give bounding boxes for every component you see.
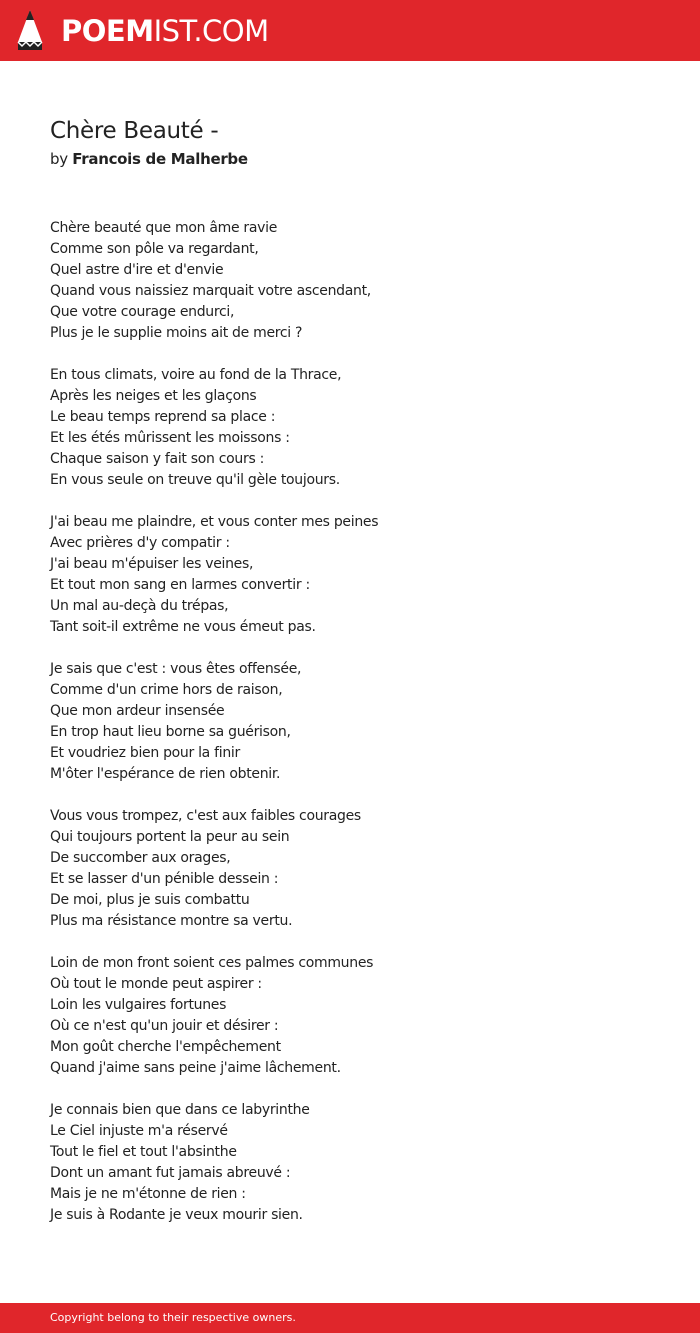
stanza — [50, 659, 650, 785]
poem-line: Plus ma résistance montre sa vertu. — [50, 913, 293, 929]
logo-bold-text: POEM — [61, 14, 154, 48]
poem-line: Et tout mon sang en larmes convertir : — [50, 577, 310, 593]
poem-line: Tout le fiel et tout l'absinthe — [50, 1144, 237, 1160]
poem-line: Je sais que c'est : vous êtes offensée, — [50, 661, 302, 677]
poem-line: En tous climats, voire au fond de la Thrace, — [50, 367, 342, 383]
poem-line: Quand vous naissiez marquait votre ascendant, — [50, 283, 371, 299]
site-footer — [0, 1303, 700, 1333]
by-label: by — [50, 150, 68, 168]
poem-line: M'ôter l'espérance de rien obtenir. — [50, 766, 281, 782]
poem-line: Qui toujours portent la peur au sein — [50, 829, 290, 845]
stanza — [50, 218, 650, 344]
poem-line: Et voudriez bien pour la finir — [50, 745, 240, 761]
stanza — [50, 512, 650, 638]
poem-line: Vous vous trompez, c'est aux faibles courages — [50, 808, 361, 824]
site-logo[interactable] — [61, 13, 269, 49]
poem-line: Le beau temps reprend sa place : — [50, 409, 276, 425]
poem-line: Quand j'aime sans peine j'aime lâchement. — [50, 1060, 341, 1076]
poem-line: J'ai beau m'épuiser les veines, — [50, 556, 254, 572]
poem-line: En vous seule on treuve qu'il gèle toujours. — [50, 472, 340, 488]
poem-line: Que votre courage endurci, — [50, 304, 235, 320]
poem-line: Où tout le monde peut aspirer : — [50, 976, 262, 992]
logo-light-text: IST.COM — [153, 14, 269, 48]
stanza — [50, 365, 650, 491]
site-header — [0, 0, 700, 61]
pencil-tip-icon[interactable] — [17, 9, 43, 51]
poem-line: Plus je le supplie moins ait de merci ? — [50, 325, 303, 341]
poem-line: Un mal au-deçà du trépas, — [50, 598, 229, 614]
poem-line: Mais je ne m'étonne de rien : — [50, 1186, 246, 1202]
poem-line: Dont un amant fut jamais abreuvé : — [50, 1165, 291, 1181]
poem-line: Et les étés mûrissent les moissons : — [50, 430, 290, 446]
poem-line: J'ai beau me plaindre, et vous conter mes peines — [50, 514, 379, 530]
poem-line: Avec prières d'y compatir : — [50, 535, 230, 551]
poem-line: Chaque saison y fait son cours : — [50, 451, 265, 467]
poem-title: Chère Beauté - — [50, 118, 219, 144]
poem-line: Je connais bien que dans ce labyrinthe — [50, 1102, 310, 1118]
poem-line: Je suis à Rodante je veux mourir sien. — [50, 1207, 303, 1223]
poem-line: De moi, plus je suis combattu — [50, 892, 250, 908]
poem-line: Où ce n'est qu'un jouir et désirer : — [50, 1018, 279, 1034]
poem-body — [50, 218, 650, 1247]
poem-line: De succomber aux orages, — [50, 850, 231, 866]
poem-line: Quel astre d'ire et d'envie — [50, 262, 224, 278]
poem-line: En trop haut lieu borne sa guérison, — [50, 724, 291, 740]
poem-line: Tant soit-il extrême ne vous émeut pas. — [50, 619, 316, 635]
poem-line: Après les neiges et les glaçons — [50, 388, 257, 404]
byline — [50, 148, 248, 170]
poem-line: Et se lasser d'un pénible dessein : — [50, 871, 279, 887]
author-name: Francois de Malherbe — [72, 150, 248, 168]
poem-line: Chère beauté que mon âme ravie — [50, 220, 278, 236]
poem-line: Comme son pôle va regardant, — [50, 241, 259, 257]
poem-line: Loin les vulgaires fortunes — [50, 997, 227, 1013]
poem-line: Loin de mon front soient ces palmes communes — [50, 955, 374, 971]
stanza — [50, 1100, 650, 1226]
stanza — [50, 953, 650, 1079]
poem-line: Mon goût cherche l'empêchement — [50, 1039, 281, 1055]
stanza — [50, 806, 650, 932]
poem-line: Que mon ardeur insensée — [50, 703, 225, 719]
poem-line: Le Ciel injuste m'a réservé — [50, 1123, 228, 1139]
poem-line: Comme d'un crime hors de raison, — [50, 682, 283, 698]
copyright-text: Copyright belong to their respective owners. — [50, 1311, 296, 1324]
